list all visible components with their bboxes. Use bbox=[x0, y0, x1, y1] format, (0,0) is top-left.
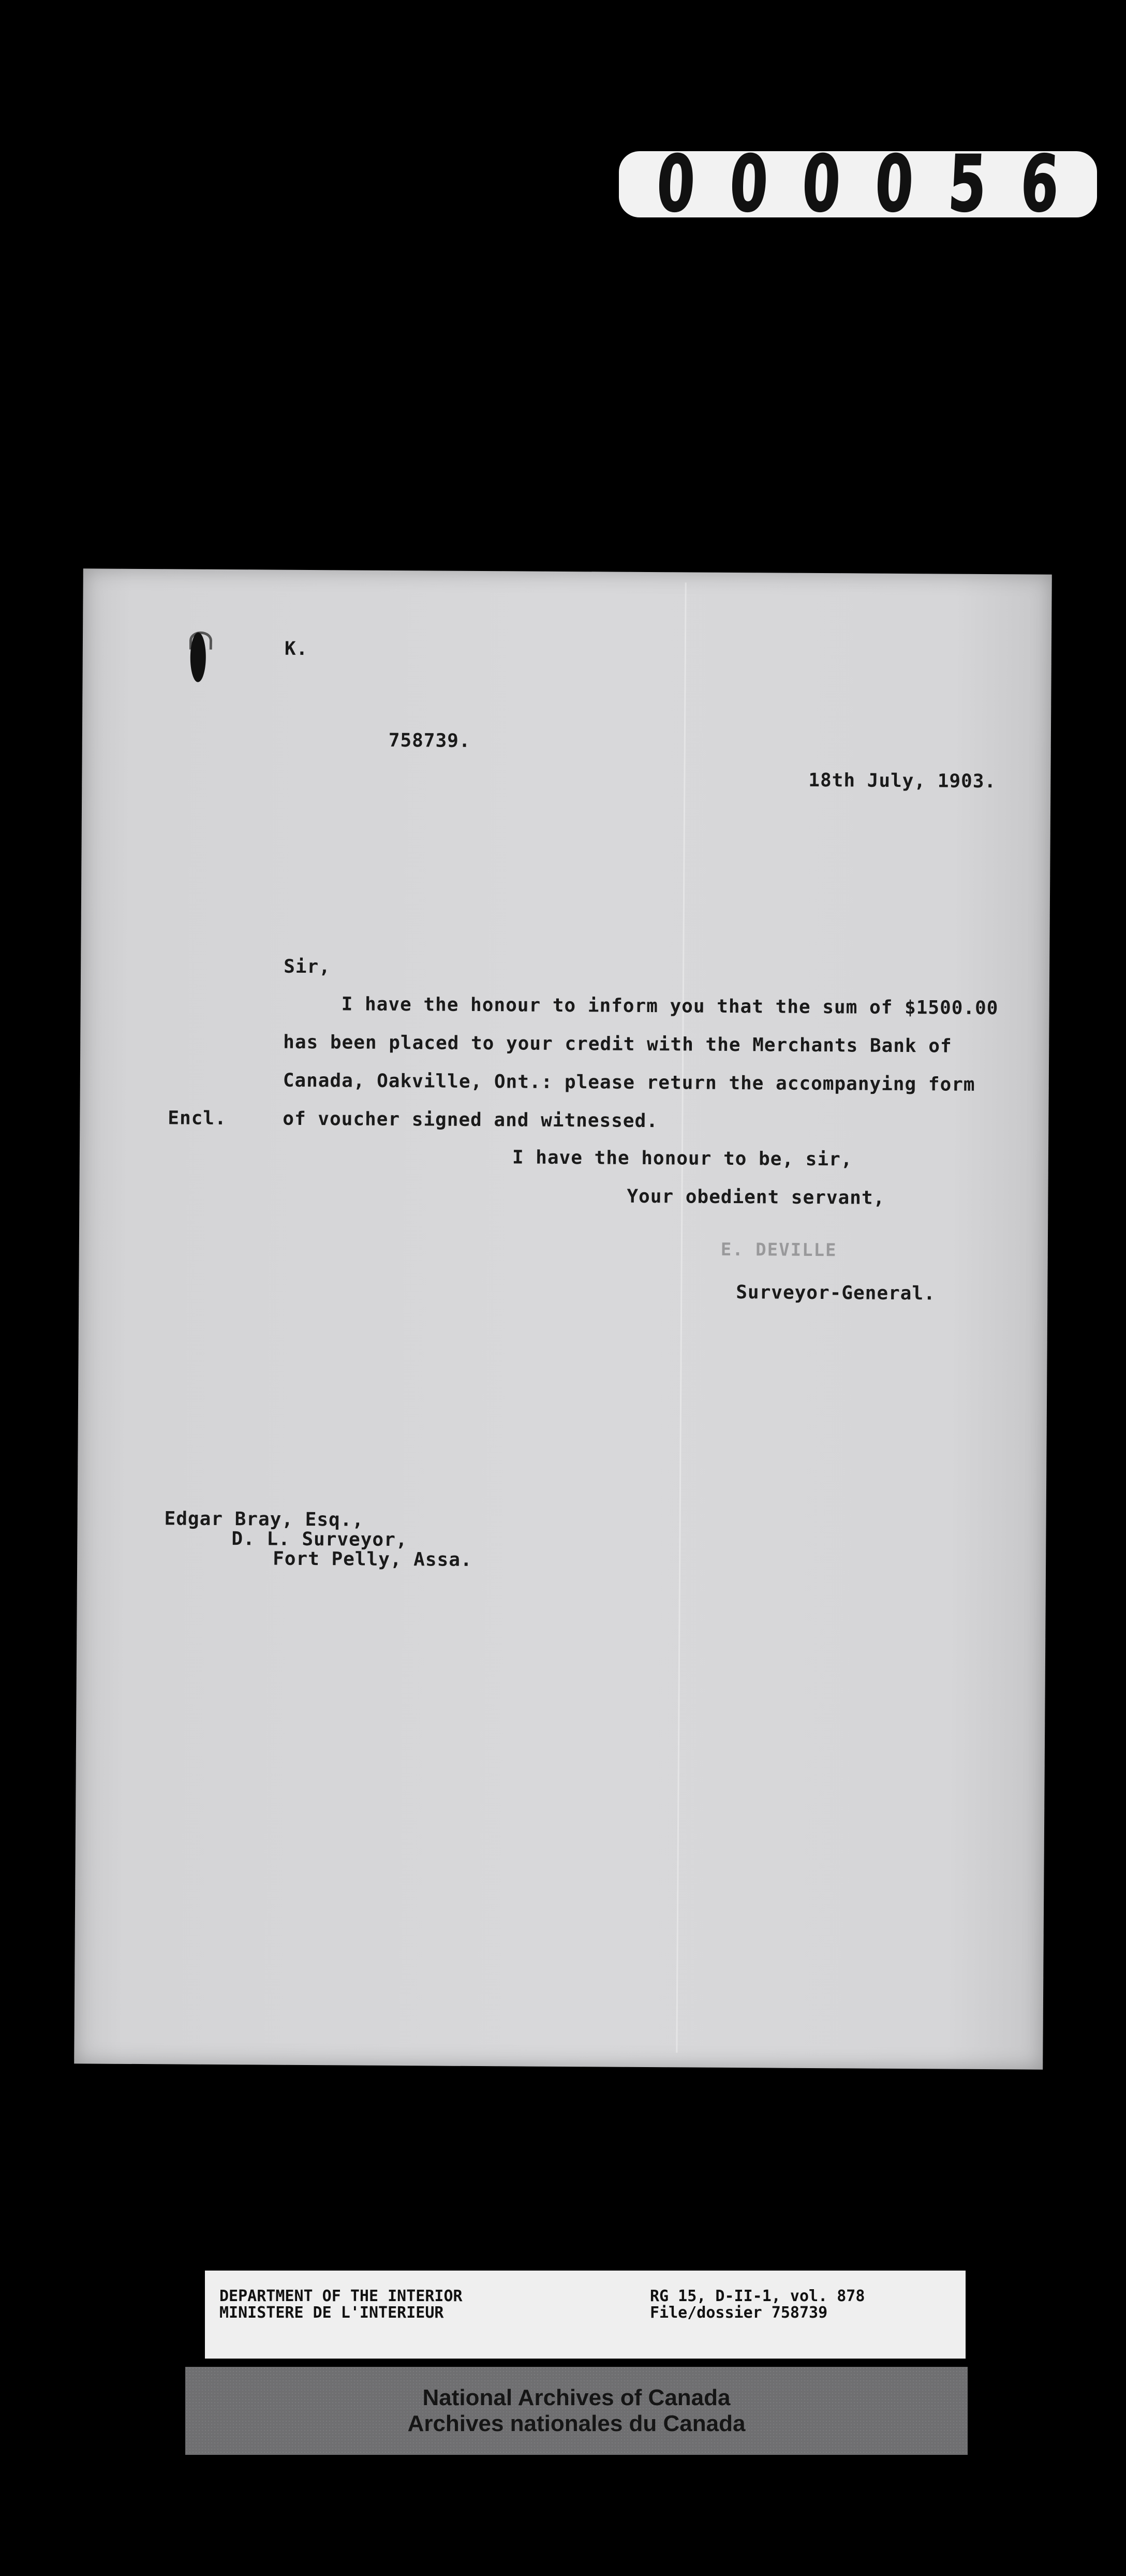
punch-hole-icon bbox=[190, 633, 206, 682]
archives-en: National Archives of Canada bbox=[422, 2385, 731, 2410]
addressee-location: Fort Pelly, Assa. bbox=[273, 1548, 472, 1571]
reference-number: RG 15, D-II-1, vol. 878 bbox=[650, 2287, 865, 2305]
body-line: of voucher signed and witnessed. bbox=[283, 1108, 659, 1132]
department-fr: MINISTERE DE L'INTERIEUR bbox=[219, 2304, 444, 2322]
frame-digit: 5 bbox=[946, 139, 988, 229]
closing-line: Your obedient servant, bbox=[627, 1185, 885, 1209]
frame-digit: 0 bbox=[655, 139, 698, 229]
addressee-name: Edgar Bray, Esq., bbox=[164, 1508, 364, 1531]
file-dossier: File/dossier 758739 bbox=[650, 2304, 828, 2322]
file-number: 758739. bbox=[388, 729, 471, 752]
enclosure-note: Encl. bbox=[168, 1107, 227, 1130]
archives-fr: Archives nationales du Canada bbox=[407, 2411, 746, 2436]
department-en: DEPARTMENT OF THE INTERIOR bbox=[219, 2287, 463, 2305]
archives-banner bbox=[185, 2367, 968, 2455]
frame-digit: 0 bbox=[728, 139, 770, 229]
frame-digit: 6 bbox=[1018, 139, 1061, 229]
archive-reference-label bbox=[205, 2271, 966, 2359]
signature-stamp: E. DEVILLE bbox=[720, 1239, 837, 1261]
body-line: Canada, Oakville, Ont.: please return the accompanying form bbox=[283, 1070, 975, 1095]
paper-fold bbox=[676, 582, 686, 2053]
body-line: I have the honour to inform you that the sum of $1500.00 bbox=[341, 993, 999, 1019]
body-line: has been placed to your credit with the Merchants Bank of bbox=[283, 1031, 952, 1057]
frame-digit: 0 bbox=[873, 139, 916, 229]
frame-digit: 0 bbox=[800, 139, 843, 229]
letter-date: 18th July, 1903. bbox=[808, 769, 997, 793]
signatory-title: Surveyor-General. bbox=[736, 1282, 936, 1305]
closing-line: I have the honour to be, sir, bbox=[512, 1147, 853, 1170]
salutation: Sir, bbox=[284, 956, 331, 978]
letter-page bbox=[74, 568, 1052, 2069]
addressee-title: D. L. Surveyor, bbox=[231, 1528, 408, 1551]
file-letter: K. bbox=[284, 638, 308, 660]
frame-counter bbox=[619, 139, 1097, 229]
